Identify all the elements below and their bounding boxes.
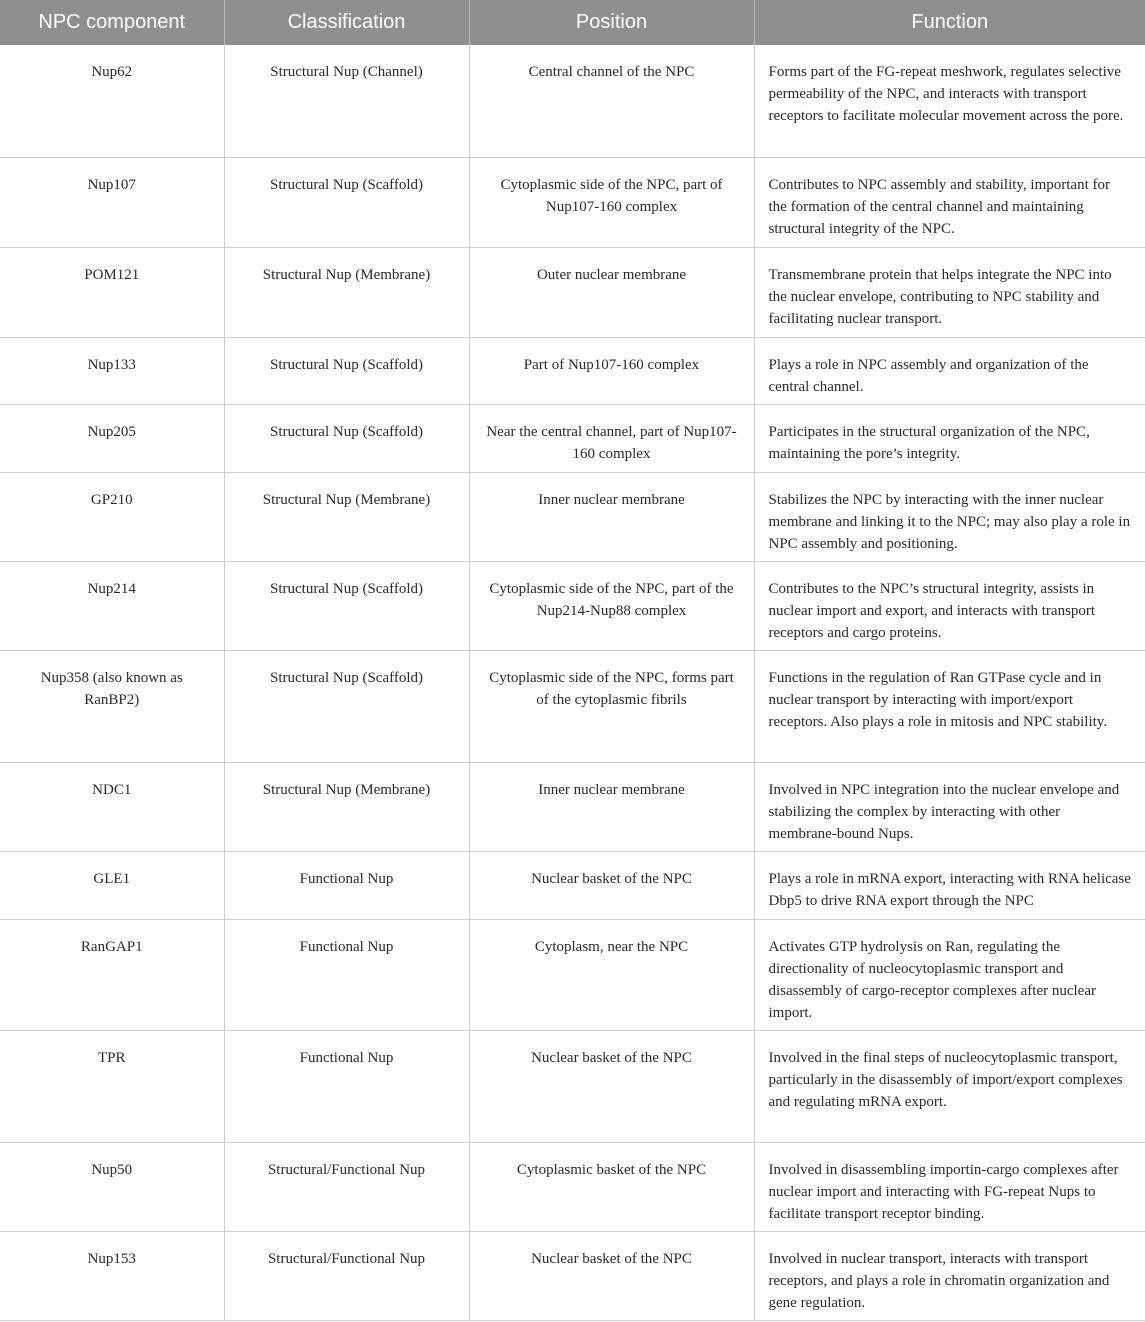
cell-classification: Structural Nup (Membrane) <box>224 762 469 851</box>
cell-component: TPR <box>0 1030 224 1142</box>
table-row <box>0 919 1145 1030</box>
cell-component: Nup205 <box>0 404 224 472</box>
table-row <box>0 247 1145 337</box>
cell-classification: Structural/Functional Nup <box>224 1142 469 1231</box>
table-row <box>0 404 1145 472</box>
table-row <box>0 1142 1145 1231</box>
cell-classification: Structural Nup (Scaffold) <box>224 561 469 650</box>
table-row <box>0 762 1145 851</box>
table-row <box>0 1231 1145 1320</box>
table-body <box>0 45 1145 1320</box>
cell-position: Cytoplasmic side of the NPC, part of Nup107-160 complex <box>469 157 754 247</box>
cell-component: GP210 <box>0 472 224 561</box>
cell-position: Inner nuclear membrane <box>469 472 754 561</box>
cell-function: Plays a role in mRNA export, interacting with RNA helicase Dbp5 to drive RNA export through the NPC <box>754 851 1145 919</box>
cell-position: Outer nuclear membrane <box>469 247 754 337</box>
cell-function: Participates in the structural organization of the NPC, maintaining the pore’s integrity. <box>754 404 1145 472</box>
cell-position: Part of Nup107-160 complex <box>469 337 754 404</box>
cell-classification: Structural Nup (Membrane) <box>224 247 469 337</box>
header-classification: Classification <box>224 0 469 45</box>
cell-component: Nup358 (also known as RanBP2) <box>0 650 224 762</box>
cell-position: Nuclear basket of the NPC <box>469 851 754 919</box>
cell-component: RanGAP1 <box>0 919 224 1030</box>
cell-position: Cytoplasmic side of the NPC, forms part of the cytoplasmic fibrils <box>469 650 754 762</box>
table-row <box>0 1030 1145 1142</box>
cell-classification: Functional Nup <box>224 1030 469 1142</box>
cell-position: Cytoplasm, near the NPC <box>469 919 754 1030</box>
cell-component: Nup133 <box>0 337 224 404</box>
cell-component: Nup153 <box>0 1231 224 1320</box>
cell-function: Stabilizes the NPC by interacting with the inner nuclear membrane and linking it to the NPC; may also play a role in NPC assembly and positioning. <box>754 472 1145 561</box>
header-function: Function <box>754 0 1145 45</box>
table-row <box>0 45 1145 157</box>
cell-function: Functions in the regulation of Ran GTPase cycle and in nuclear transport by interacting with import/export receptors. Also plays a role in mitosis and NPC stability. <box>754 650 1145 762</box>
cell-classification: Structural Nup (Channel) <box>224 45 469 157</box>
table-header <box>0 0 1145 45</box>
cell-classification: Structural Nup (Scaffold) <box>224 404 469 472</box>
cell-function: Contributes to the NPC’s structural integrity, assists in nuclear import and export, and interacts with transport receptors and cargo proteins. <box>754 561 1145 650</box>
cell-function: Involved in the final steps of nucleocytoplasmic transport, particularly in the disassembly of import/export complexes and regulating mRNA export. <box>754 1030 1145 1142</box>
cell-component: GLE1 <box>0 851 224 919</box>
cell-classification: Structural Nup (Scaffold) <box>224 157 469 247</box>
cell-function: Forms part of the FG-repeat meshwork, regulates selective permeability of the NPC, and interacts with transport receptors to facilitate molecular movement across the pore. <box>754 45 1145 157</box>
cell-function: Involved in disassembling importin-cargo complexes after nuclear import and interacting with FG-repeat Nups to facilitate transport receptor binding. <box>754 1142 1145 1231</box>
cell-function: Involved in NPC integration into the nuclear envelope and stabilizing the complex by interacting with other membrane-bound Nups. <box>754 762 1145 851</box>
table-row <box>0 650 1145 762</box>
cell-component: Nup107 <box>0 157 224 247</box>
table-row <box>0 472 1145 561</box>
cell-classification: Structural Nup (Scaffold) <box>224 650 469 762</box>
table-row <box>0 561 1145 650</box>
cell-function: Contributes to NPC assembly and stability, important for the formation of the central channel and maintaining structural integrity of the NPC. <box>754 157 1145 247</box>
table-row <box>0 337 1145 404</box>
cell-component: POM121 <box>0 247 224 337</box>
cell-classification: Structural Nup (Membrane) <box>224 472 469 561</box>
cell-classification: Functional Nup <box>224 919 469 1030</box>
cell-component: Nup62 <box>0 45 224 157</box>
cell-function: Activates GTP hydrolysis on Ran, regulating the directionality of nucleocytoplasmic transport and disassembly of cargo-receptor complexes after nuclear import. <box>754 919 1145 1030</box>
cell-classification: Functional Nup <box>224 851 469 919</box>
cell-function: Involved in nuclear transport, interacts with transport receptors, and plays a role in chromatin organization and gene regulation. <box>754 1231 1145 1320</box>
cell-classification: Structural/Functional Nup <box>224 1231 469 1320</box>
cell-position: Central channel of the NPC <box>469 45 754 157</box>
table-row <box>0 157 1145 247</box>
cell-position: Inner nuclear membrane <box>469 762 754 851</box>
cell-position: Cytoplasmic side of the NPC, part of the Nup214-Nup88 complex <box>469 561 754 650</box>
cell-classification: Structural Nup (Scaffold) <box>224 337 469 404</box>
cell-component: Nup50 <box>0 1142 224 1231</box>
cell-function: Transmembrane protein that helps integrate the NPC into the nuclear envelope, contributing to NPC stability and facilitating nuclear transport. <box>754 247 1145 337</box>
header-position: Position <box>469 0 754 45</box>
cell-function: Plays a role in NPC assembly and organization of the central channel. <box>754 337 1145 404</box>
header-row <box>0 0 1145 45</box>
cell-position: Nuclear basket of the NPC <box>469 1030 754 1142</box>
table-row <box>0 851 1145 919</box>
cell-position: Cytoplasmic basket of the NPC <box>469 1142 754 1231</box>
cell-component: Nup214 <box>0 561 224 650</box>
header-npc-component: NPC component <box>0 0 224 45</box>
cell-component: NDC1 <box>0 762 224 851</box>
cell-position: Near the central channel, part of Nup107-160 complex <box>469 404 754 472</box>
cell-position: Nuclear basket of the NPC <box>469 1231 754 1320</box>
